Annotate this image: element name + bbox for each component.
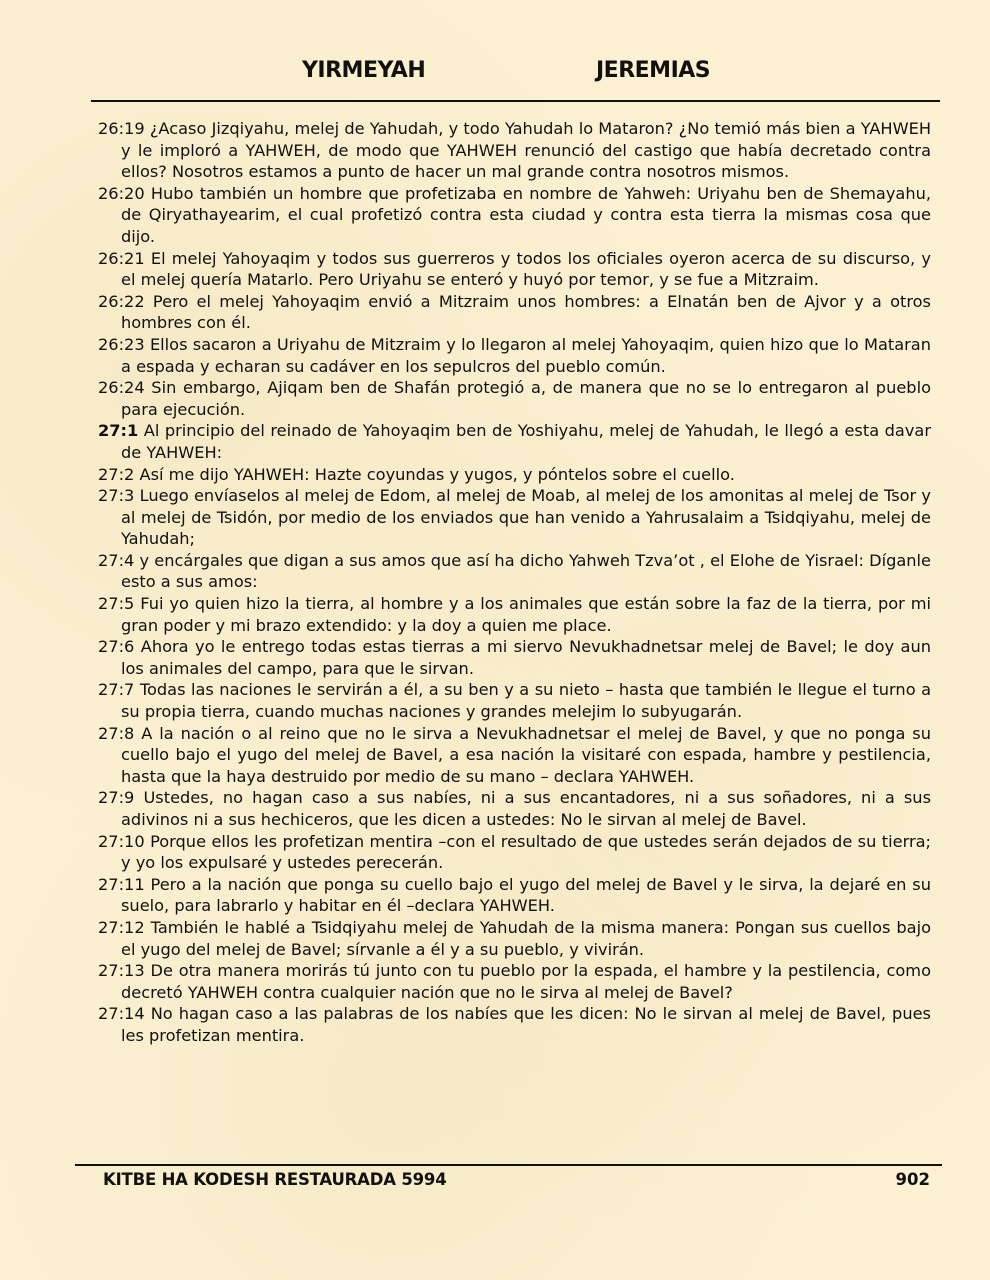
- verse-26-24: [98, 377, 931, 420]
- verse-text: Al principio del reinado de Yahoyaqim ben de Yoshiyahu, melej de Yahudah, le llegó a esta davar de YAHWEH:: [121, 421, 931, 462]
- verse-27-13: [98, 960, 931, 1003]
- verse-ref: 27:12: [98, 917, 145, 937]
- verse-27-2: [98, 464, 931, 486]
- verse-ref: 27:4: [98, 550, 135, 570]
- verse-ref: 27:6: [98, 637, 135, 657]
- verse-ref: 26:23: [98, 334, 145, 354]
- verse-text: No hagan caso a las palabras de los nabíes que les dicen: No le sirvan al melej de Bavel, pues les profetizan mentira.: [121, 1004, 931, 1045]
- verse-27-9: [98, 787, 931, 830]
- verse-27-6: [98, 636, 931, 679]
- page-number: 902: [895, 1170, 930, 1189]
- verse-27-5: [98, 593, 931, 636]
- verse-text: Pero el melej Yahoyaqim envió a Mitzraim unos hombres: a Elnatán ben de Ajvor y a otros hombres con él.: [121, 291, 931, 333]
- verse-text: De otra manera morirás tú junto con tu pueblo por la espada, el hambre y la pestilencia, como decretó YAHWEH contra cualquier nación que no le sirva al melej de Bavel?: [121, 961, 931, 1002]
- verse-26-20: [98, 183, 931, 248]
- verse-text: El melej Yahoyaqim y todos sus guerreros y todos los oficiales oyeron acerca de su discurso, y el melej quería Matarlo. Pero Uriyahu se enteró y huyó por temor, y se fue a Mitzraim.: [121, 248, 931, 290]
- verse-text: ¿Acaso Jizqiyahu, melej de Yahudah, y todo Yahudah lo Mataron? ¿No temió más bien a YAHWEH y le imploró a YAHWEH, de modo que YAHWEH renunció del castigo que había decretado contra ellos? Nosotros estamos a punto de hacer un mal grande contra nosotros mismos.: [121, 119, 931, 182]
- verse-ref: 27:10: [98, 831, 145, 851]
- verse-text: Luego envíaselos al melej de Edom, al melej de Moab, al melej de los amonitas al melej de Tsor y al melej de Tsidón, por medio de los enviados que han venido a Yahrusalaim a Tsidqiyahu, melej de Yahudah;: [121, 486, 931, 549]
- verse-ref: 27:9: [98, 788, 135, 808]
- page-header: [0, 58, 990, 92]
- verse-ref: 27:14: [98, 1004, 145, 1024]
- verse-text: Todas las naciones le servirán a él, a su ben y a su nieto – hasta que también le llegue el turno a su propia tierra, cuando muchas naciones y grandes melejim lo subyugarán.: [121, 680, 931, 722]
- verse-27-10: [98, 831, 931, 874]
- verse-ref: 27:7: [98, 680, 135, 700]
- verse-ref: 27:5: [98, 594, 135, 614]
- verse-text: También le hablé a Tsidqiyahu melej de Yahudah de la misma manera: Pongan sus cuellos bajo el yugo del melej de Bavel; sírvanle a él y a su pueblo, y vivirán.: [121, 917, 931, 959]
- verse-26-19: [98, 118, 931, 183]
- verse-ref: 27:11: [98, 874, 145, 894]
- header-hebrew-title: YIRMEYAH: [302, 58, 426, 83]
- verse-ref: 27:3: [98, 486, 135, 506]
- verse-ref: 27:8: [98, 723, 135, 743]
- verse-ref: 26:21: [98, 248, 145, 268]
- verse-ref: 27:1: [98, 421, 139, 441]
- verse-text: Pero a la nación que ponga su cuello bajo el yugo del melej de Bavel y le sirva, la dejaré en su suelo, para labrarlo y habitar en él –declara YAHWEH.: [121, 874, 931, 916]
- footer-rule: [75, 1164, 942, 1166]
- verse-27-1: [98, 420, 931, 463]
- verse-27-14: [98, 1003, 931, 1046]
- verse-text: Fui yo quien hizo la tierra, al hombre y a los animales que están sobre la faz de la tierra, por mi gran poder y mi brazo extendido: y la doy a quien me place.: [121, 594, 932, 635]
- verse-27-4: [98, 550, 931, 593]
- verse-ref: 26:19: [98, 119, 145, 138]
- verse-text: Ustedes, no hagan caso a sus nabíes, ni a sus encantadores, ni a sus soñadores, ni a sus adivinos ni a sus hechiceros, que les dicen a ustedes: No le sirvan al melej de Bavel.: [121, 788, 931, 829]
- verse-27-11: [98, 874, 931, 917]
- verse-26-22: [98, 291, 931, 334]
- verse-ref: 27:13: [98, 961, 145, 981]
- header-rule: [91, 100, 940, 102]
- verse-26-21: [98, 248, 931, 291]
- verse-text: Así me dijo YAHWEH: Hazte coyundas y yugos, y póntelos sobre el cuello.: [139, 464, 735, 484]
- verse-ref: 26:20: [98, 183, 145, 203]
- verse-27-8: [98, 723, 931, 788]
- verse-text: Ellos sacaron a Uriyahu de Mitzraim y lo llegaron al melej Yahoyaqim, quien hizo que lo Mataran a espada y echaran su cadáver en los sepulcros del pueblo común.: [121, 334, 931, 376]
- verse-text: Sin embargo, Ajiqam ben de Shafán protegió a, de manera que no se lo entregaron al pueblo para ejecución.: [121, 378, 931, 419]
- header-spanish-title: JEREMIAS: [596, 58, 711, 83]
- verse-ref: 26:22: [98, 291, 145, 311]
- verse-text: Ahora yo le entrego todas estas tierras a mi siervo Nevukhadnetsar melej de Bavel; le doy aun los animales del campo, para que le sirvan.: [121, 637, 931, 678]
- verse-27-7: [98, 679, 931, 722]
- verse-ref: 27:2: [98, 464, 135, 484]
- verse-list: [98, 118, 931, 1047]
- verse-26-23: [98, 334, 931, 377]
- footer-book-title: KITBE HA KODESH RESTAURADA 5994: [103, 1170, 447, 1189]
- verse-text: y encárgales que digan a sus amos que así ha dicho Yahweh Tzva’ot , el Elohe de Yisrael: Díganle esto a sus amos:: [121, 550, 931, 592]
- verse-27-12: [98, 917, 931, 960]
- verse-text: A la nación o al reino que no le sirva a Nevukhadnetsar el melej de Bavel, y que no ponga su cuello bajo el yugo del melej de Bavel, a esa nación la visitaré con espada, hambre y pestilencia, hasta que la haya destruido por medio de su mano – declara YAHWEH.: [121, 723, 931, 786]
- verse-27-3: [98, 485, 931, 550]
- verse-text: Porque ellos les profetizan mentira –con el resultado de que ustedes serán dejados de su tierra; y yo los expulsaré y ustedes perecerán.: [121, 831, 931, 873]
- verse-text: Hubo también un hombre que profetizaba en nombre de Yahweh: Uriyahu ben de Shemayahu, de Qiryathayearim, el cual profetizó contra esta ciudad y contra esta tierra la mismas cosa que dijo.: [121, 183, 932, 246]
- verse-ref: 26:24: [98, 378, 145, 398]
